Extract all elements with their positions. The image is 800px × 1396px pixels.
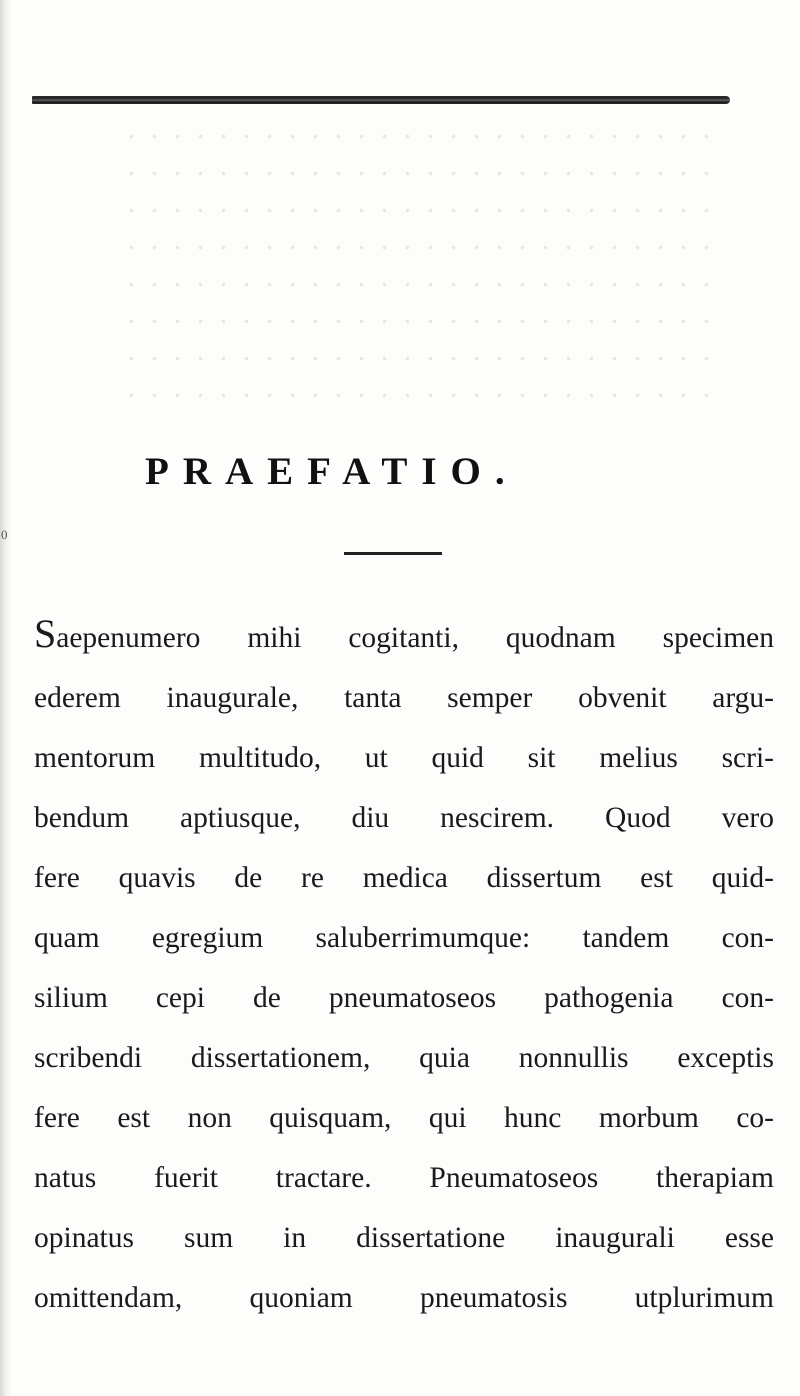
text-line: mentorum multitudo, ut quid sit melius scri- — [34, 742, 774, 774]
body-paragraph — [34, 608, 774, 1328]
heading-rule — [344, 552, 442, 555]
text-line: silium cepi de pneumatoseos pathogenia con- — [34, 982, 774, 1014]
text-line: bendum aptiusque, diu nescirem. Quod vero — [34, 802, 774, 834]
text-line: ederem inaugurale, tanta semper obvenit argu- — [34, 682, 774, 714]
text-line: opinatus sum in dissertatione inaugurali esse — [34, 1222, 774, 1254]
text-line: scribendi dissertationem, quia nonnullis exceptis — [34, 1042, 774, 1074]
ink-bleed-through — [120, 118, 720, 418]
drop-capital: S — [34, 611, 57, 656]
text-line: fere quavis de re medica dissertum est quid- — [34, 862, 774, 894]
section-heading: PRAEFATIO. — [145, 450, 519, 493]
text-line-content: aepenumero mihi cogitanti, quodnam specimen — [56, 622, 774, 654]
text-line: fere est non quisquam, qui hunc morbum co- — [34, 1102, 774, 1134]
text-line: quam egregium saluberrimumque: tandem con- — [34, 922, 774, 954]
text-line — [34, 608, 774, 668]
text-line: natus fuerit tractare. Pneumatoseos therapiam — [34, 1162, 774, 1194]
text-line: omittendam, quoniam pneumatosis utplurimum — [34, 1282, 774, 1314]
page-binding-edge — [0, 0, 12, 1396]
top-ornamental-rule — [32, 96, 730, 104]
edge-mark: 0 — [1, 527, 8, 542]
